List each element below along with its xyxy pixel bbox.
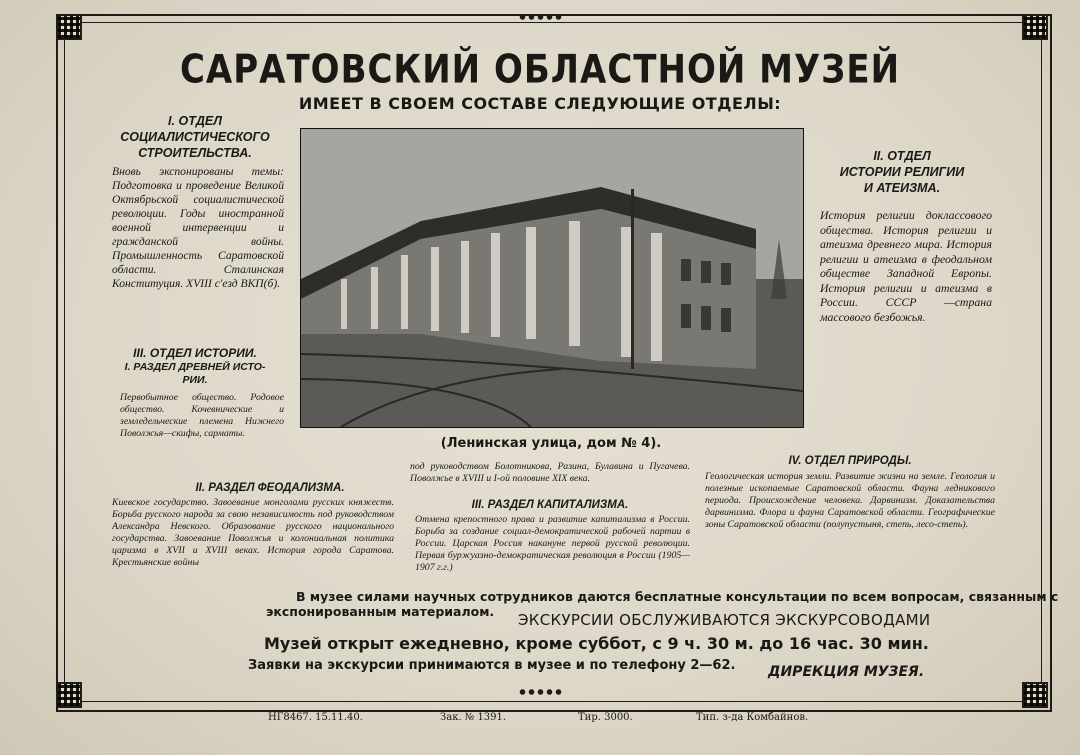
dept2-heading-line: II. ОТДЕЛ bbox=[873, 149, 931, 163]
dept1-text: Вновь экспонированы темы: Подготовка и проведение Великой Октябрьской социалистической революции. Годы иностранной военной интервенции и гражданской войны. Промышленность Саратовской области. Сталинская Конституция. XVIII с'езд ВКП(б). bbox=[112, 165, 284, 290]
footer-code: НГ8467. 15.11.40. bbox=[268, 712, 363, 723]
border-ornament-icon bbox=[518, 686, 562, 698]
museum-building-image bbox=[301, 129, 803, 427]
corner-ornament-icon bbox=[56, 14, 82, 40]
opening-hours: Музей открыт ежедневно, кроме суббот, с 9 ч. 30 м. до 16 час. 30 мин. bbox=[264, 634, 929, 653]
footer-print-run: Тир. 3000. bbox=[578, 712, 633, 723]
feudalism-text: Киевское государство. Завоевание монголами русских княжеств. Борьба русского народа за свою независимость под руководством Александра Невского. Образование русского национального государства. Завоевание Поволжья и колониальная политика царизма в XVII и XVIII веках. История города Саратова. Крестьянские войны bbox=[112, 497, 394, 568]
ancient-history-heading bbox=[100, 361, 290, 387]
dept2-heading bbox=[812, 148, 992, 196]
dept3-heading: III. ОТДЕЛ ИСТОРИИ. bbox=[133, 346, 257, 360]
corner-ornament-icon bbox=[56, 682, 82, 708]
dept2-heading-line: И АТЕИЗМА. bbox=[863, 181, 941, 195]
feudalism-heading: II. РАЗДЕЛ ФЕОДАЛИЗМА. bbox=[195, 482, 345, 494]
footer-order: Зак. № 1391. bbox=[440, 712, 507, 723]
dept4-text: Геологическая история земли. Развитие жизни на земле. Геология и полезные ископаемые Саратовской области. Фауна ледникового периода. Происхождение человека. Дарвинизм. Доказательства дарвинизма. Флора и фауна Саратовской области. Географические зоны Саратовской области (полупустыня, степь, лесо-степь). bbox=[705, 471, 995, 530]
dept2-text: История религии доклассового общества. История религии и атеизма древнего мира. История религии и атеизма в феодальном обществе Западной Европы. История религии и атеизма в России. СССР —страна массового безбожья. bbox=[820, 208, 992, 324]
excursions-notice: ЭКСКУРСИИ ОБСЛУЖИВАЮТСЯ ЭКСКУРСОВОДАМИ bbox=[518, 611, 931, 629]
ancient-heading-line: I. РАЗДЕЛ ДРЕВНЕЙ ИСТО- bbox=[124, 361, 266, 373]
consultation-line-1: В музее силами научных сотрудников даются бесплатные консультации по всем вопросам, связанным с bbox=[296, 589, 1059, 604]
poster-title: САРАТОВСКИЙ ОБЛАСТНОЙ МУЗЕЙ bbox=[179, 47, 901, 93]
dept1-heading-line: СОЦИАЛИСТИЧЕСКОГО bbox=[120, 130, 270, 144]
dept1-heading bbox=[100, 113, 290, 161]
footer-printer: Тип. з-да Комбайнов. bbox=[696, 712, 809, 723]
ancient-history-text: Первобытное общество. Родовое общество. Кочевнические и земледельческие племена Нижнего Поволжья—скифы, сарматы. bbox=[120, 392, 284, 439]
border-ornament-icon bbox=[518, 11, 562, 23]
ancient-heading-line: РИИ. bbox=[182, 374, 208, 386]
dept4-heading: IV. ОТДЕЛ ПРИРОДЫ. bbox=[788, 455, 912, 467]
feudalism-continued-text: под руководством Болотникова, Разина, Булавина и Пугачева. Поволжье в XVIII и I-ой половине XIX века. bbox=[410, 461, 690, 484]
dept1-heading-line: СТРОИТЕЛЬСТВА. bbox=[138, 146, 252, 160]
excursion-applications: Заявки на экскурсии принимаются в музее и по телефону 2—62. bbox=[248, 658, 736, 673]
consultation-line-2: экспонированным материалом. bbox=[266, 604, 495, 619]
dept1-heading-line: I. ОТДЕЛ bbox=[168, 114, 222, 128]
dept2-heading-line: ИСТОРИИ РЕЛИГИИ bbox=[839, 165, 965, 179]
museum-photo bbox=[300, 128, 804, 428]
museum-address: (Ленинская улица, дом № 4). bbox=[440, 436, 662, 451]
capitalism-text: Отмена крепостного права и развитие капитализма в России. Борьба за создание социал-демократической рабочей партии в России. Царская Россия накануне первой русской революции. Первая буржуазно-демократическая революция в России (1905—1907 г.г.) bbox=[415, 514, 690, 573]
poster-subtitle: ИМЕЕТ В СВОЕМ СОСТАВЕ СЛЕДУЮЩИЕ ОТДЕЛЫ: bbox=[298, 94, 782, 113]
corner-ornament-icon bbox=[1022, 682, 1048, 708]
corner-ornament-icon bbox=[1022, 14, 1048, 40]
capitalism-heading: III. РАЗДЕЛ КАПИТАЛИЗМА. bbox=[471, 499, 629, 511]
museum-directorate-signature: ДИРЕКЦИЯ МУЗЕЯ. bbox=[768, 664, 925, 680]
